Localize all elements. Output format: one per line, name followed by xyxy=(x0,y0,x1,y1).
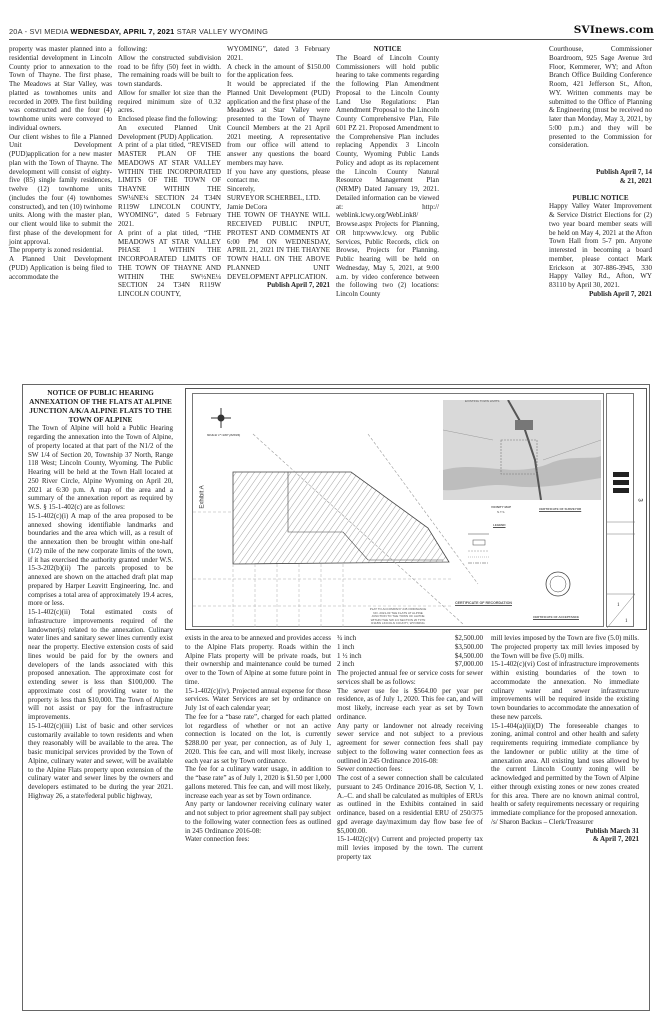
fee-row xyxy=(337,660,483,669)
legend-title: LEGEND xyxy=(493,523,506,527)
paragraph: Happy Valley Water Improvement & Service District Elections for (2) two year board member seats will be held on May 4, 2021 at the Afton Town Hall from 5-7 pm. Anyone interested in becoming a board member, please contact Mark Erickson at 307-886-3945, 330 Happy Valley Rd., Afton, WY 83110 by April 30, 2021. xyxy=(549,202,652,289)
compass-icon xyxy=(211,408,231,428)
paragraph: A print of a plat titled, “REVISED MASTER PLAN OF THE MEADOWS AT STAR VALLEY WITHIN THE INCORPORATED LIMITS OF THE TOWN OF THAYNE WITHIN THE SW¼NE¼ SECTION 24 T34N R119W LINCOLN COUNTY, WYOMING”, dated 5 February 2021. xyxy=(118,141,221,228)
exhibit-label: Exhibit A xyxy=(199,485,206,509)
plat-title-block xyxy=(606,393,634,627)
paragraph: A Planned Unit Development (PUD) Application is being filed to accommodate the xyxy=(9,255,112,281)
lincoln-publish-block xyxy=(549,168,652,299)
paragraph: 15-1-402(c)(v) Current and projected property tax mill levies imposed by the town. The current property tax xyxy=(337,835,483,861)
paragraph: 15-1-402(c)(vi) Cost of infrastructure improvements within existing boundaries of the town to accommodate the annexation. No immediate culinary water and sewer infrastructure improvements will be required inside the existing town boundaries to accommodate the annexation of these new parcels. xyxy=(491,660,639,721)
cert-surveyor-title: CERTIFICATE OF SURVEYOR xyxy=(539,507,582,511)
lincoln-notice-col1 xyxy=(336,45,439,299)
plat-map-exhibit xyxy=(185,388,647,630)
lincoln-notice-col2 xyxy=(549,45,652,150)
scale-label: SCALE 1"=100' (22X34) xyxy=(207,433,241,437)
paragraph: Any party or landowner not already receiving sewer service and not subject to a previous agreement for sewer connection fees shall pay subject to the following water connection fees as outlined in 245 Ordinance 2016-08: xyxy=(337,721,483,765)
paragraph: The Town of Alpine will hold a Public Hearing regarding the annexation into the Town of Alpine, of property located at that part of the N1/2 of the SW 1/4 of Section 20, Township 37 North, Range 118 West; Lincoln County, Wyoming. The Public Hearing will be held at the Town Hall located at 250 River Circle, Alpine Wyoming on April 20, 2021 at 6:30 p.m. A map of the area and a summary of the annexation report as required by W.S. § 15-1-402(c) are as follows: xyxy=(28,424,173,512)
fee-size: 2 inch xyxy=(337,660,355,669)
paragraph: The property is zoned residential. xyxy=(9,246,104,255)
publish-date: Publish March 31 xyxy=(585,826,639,835)
cert-acceptance-title: CERTIFICATE OF ACCEPTANCE xyxy=(533,615,579,619)
alpine-col1 xyxy=(28,388,173,801)
header-left xyxy=(9,27,268,36)
fee-row xyxy=(337,643,483,652)
paragraph: The projected annual fee or service costs for sewer services shall be as follows: xyxy=(337,669,483,686)
paragraph: A check in the amount of $150.00 for the application fees. xyxy=(227,62,330,80)
vicinity-map-svg xyxy=(443,400,601,500)
vicinity-map-nts: N.T.S. xyxy=(497,510,506,514)
paragraph: Any party or landowner receiving culinary water and not subject to prior agreement shall pay subject to the following water connection fees as outlined in 245 Ordinance 2016-08: xyxy=(185,800,331,835)
pud-letter-col1 xyxy=(9,45,112,281)
paragraph: Allow for smaller lot size than the required minimum size of 0.32 acres. xyxy=(118,88,221,115)
plat-drawing xyxy=(192,393,604,627)
sheet-total: 1 xyxy=(625,619,628,624)
paragraph: /s/ Sharon Backus – Clerk/Treasurer xyxy=(491,817,594,826)
paragraph: following: xyxy=(118,45,148,53)
fee-amount: $4,500.00 xyxy=(454,651,483,660)
paragraph: Courthouse, Commissioner Boardroom, 925 Sage Avenue 3rd Floor, Kemmerer, WY; and Afton Branch Office Building Conference Room, 421 Jefferson St., Afton, WY. Written comments may be submitted to the Office of Planning & Engineering (must be received no later than Monday, May 3, 2021, by 5:00 p.m.) and they will be presented to the Commission for consideration. xyxy=(549,45,652,150)
paragraph: If you have any questions, please contact me. xyxy=(227,167,330,185)
paragraph: The fee for a “base rate”, charged for each platted lot regardless of whether or not an active connection is located on the lot, is currently $288.00 per year, per connection, as of July 1, 2020. This fee can, and will most likely, increase each year as set by Town ordinance. xyxy=(185,712,331,765)
paragraph: THE TOWN OF THAYNE WILL RECEIVED PUBLIC INPUT, PROTEST AND COMMENTS AT 6:00 PM ON WEDNESDAY, APRIL 21, 2021 IN THE THAYNE TOWN HALL ON THE ABOVE PLANNED UNIT DEVELOPMENT APPLICATION. xyxy=(227,211,330,281)
fee-size: ¾ inch xyxy=(337,634,357,642)
issue-date: WEDNESDAY, APRIL 7, 2021 xyxy=(70,27,175,36)
fee-amount: $2,500.00 xyxy=(454,634,483,642)
fee-row xyxy=(337,634,483,643)
paragraph: The cost of a sewer connection shall be calculated pursuant to 245 Ordinance 2016-08, Section V, 1. A.–C. and shall be calculated as multiples of ERUs as outlined in the Exhibits contained in said ordinance, based on a residential ERU of 250/375 gpd average day/maximum day flow base fee of $5,000.00. xyxy=(337,774,483,835)
fee-row xyxy=(337,652,483,661)
paragraph: Jamie DeCora xyxy=(227,202,268,211)
vicinity-map-title: VICINITY MAP xyxy=(491,505,512,509)
paragraph: 15-1-402(c)(iv). Projected annual expense for those services. Water Services are set by ordinance on July 1st of each calendar year; xyxy=(185,686,331,712)
vicinity-map xyxy=(443,400,601,500)
notice-title: NOTICE xyxy=(373,45,402,53)
page-label: 20A - SVI MEDIA xyxy=(9,27,69,36)
publish-date: & 21, 2021 xyxy=(619,176,652,185)
paragraph: 15-1-402(c)(ii) Total estimated costs of infrastructure improvements required of the landowner(s) related to the annexation. Culinary water lines and sanitary sewer lines currently exist near the property. Elective extension costs of said lines would be paid for by the owners and developers of the lands associated with this proposed annexation. The approximate cost for extending sewer is less than $100,000. The approximate cost of providing water to the property is less than $10,000. The Town of Alpine will not assist or pay for the infrastructure improvements. xyxy=(28,608,173,722)
spacer xyxy=(549,186,652,194)
alpine-col3 xyxy=(337,634,483,862)
paragraph: An executed Planned Unit Development (PUD) Application. xyxy=(118,123,221,141)
fee-size: 1 ½ inch xyxy=(337,651,362,660)
plat-caption: PLAT TO ACCOMPANY 245 ORDINANCE NO. 2021-03 THE FLATS AT ALPINE JUNCTION TO THE TOWN OF ALPINE WITHIN THE SW 1/4 SECTION 20 T37N R118W LINCOLN COUNTY, WYOMING xyxy=(369,607,427,625)
paragraph: Water connection fees: xyxy=(185,835,250,844)
notice-title: PUBLIC NOTICE xyxy=(572,193,629,202)
paragraph: The sewer use fee is $564.00 per year per residence, as of July 1, 2020. This fee can, and will most likely, increase each year as set by Town ordinance. xyxy=(337,686,483,721)
paragraph: 15-1-404(a)(ii)(D) The foreseeable changes to zoning, animal control and other health and safety requirements requiring immediate compliance by the landowner or public utility at the time of annexation area. All existing land uses allowed by the current Lincoln County zoning will be acknowledged and permitted by the Town of Alpine either through existing zones or new zones created for this area. There are no known animal control, health or safety requirements necessary or requiring immediate compliance for the proposed annexation. xyxy=(491,721,639,817)
paragraph: Sewer connection fees: xyxy=(337,765,403,774)
cert-recordation-title: CERTIFICATE OF RECORDATION xyxy=(455,601,512,605)
fee-size: 1 inch xyxy=(337,642,355,651)
site-link[interactable]: SVInews.com xyxy=(573,24,654,36)
paragraph: Allow the constructed subdivision road to be fifty (50) feet in width. The remaining roads will be built to town standards. xyxy=(118,53,221,88)
paragraph: mill levies imposed by the Town are five (5.0) mills. The projected property tax mill levies imposed by the Town will be five (5.0) mills. xyxy=(491,634,639,660)
paragraph: exists in the area to be annexed and provides access to the Alpine Flats property. Roads within the Alpine Flats property will be private roads, but their ownership and maintenance could be turned over to the Town of Alpine at some future point in time. xyxy=(185,634,331,686)
fee-amount: $3,500.00 xyxy=(454,642,483,651)
paragraph: The fee for a culinary water usage, in addition to the “base rate” as of July 1, 2020 is $1.50 per 1,000 gallons metered. This fee can, and will most likely, increase each year as set by Town ordinance. xyxy=(185,765,331,800)
pud-letter-col2 xyxy=(118,45,221,299)
paragraph: SURVEYOR SCHERBEL, LTD. xyxy=(227,193,321,202)
publish-date: Publish April 7, 2021 xyxy=(588,289,652,298)
notice-title: NOTICE OF PUBLIC HEARING ANNEXATION OF THE FLATS AT ALPINE JUNCTION A/K/A ALPINE FLATS TO THE TOWN OF ALPINE xyxy=(29,388,172,425)
pud-letter-col3 xyxy=(227,45,330,290)
paragraph: It would be appreciated if the Planned Unit Development (PUD) application and the first phase of the Meadows at Star Valley were presented to the Town of Thayne Council Members at the 21 April 2021 meeting. A representative from our office will attend to answer any questions the board members may have. xyxy=(227,80,330,167)
paragraph: WYOMING”, dated 3 February 2021. xyxy=(227,45,330,62)
page-header xyxy=(9,24,654,40)
sheet-number: 1 xyxy=(617,603,620,608)
paragraph: The Board of Lincoln County Commissioners will hold public hearing to take comments regarding the following Plan Amendment Proposal to the Lincoln County Land Use Regulations: Plan Amendment Proposal to the Lincoln County Comprehensive Plan, File 601 PZ 21. Proposed Amendment to the Comprehensive Plan includes replacing Appendix 3 Lincoln County, Wyoming Public Lands Policy and adopt as its replacement the Lincoln County Natural Resource Management Plan (NRMP) Dated January 19, 2021. Detailed information can be viewed at: http:// weblink.lcwy.org/WebLink8/ Browse.aspx Projects for Planning, OR http:www.lcwy. org Public Services, Public Records, click on Browse, Projects for Planning. Public hearing will be held on Wednesday, May 5, 2021, at 9:00 a.m. by video conference between the following two (2) locations: Lincoln County xyxy=(336,53,439,298)
paragraph: property was master planned into a residential development in Lincoln County prior to annexation to the Town of Thayne. The first phase, The Meadows at Star Valley, was platted as townhomes units and recorded in 2009. The first building was constructed and the four (4) townhome units were conveyed to individual owners. xyxy=(9,45,112,132)
paragraph: Our client wishes to file a Planned Unit Development (PUD)application for a new master plan with the Town of Thayne. The development will consist of eighty-five (85) single family residences, twelve (12) townhome units (includes the four (4) townhomes constructed), and ten (10) twinhome units. Along with the master plan, our client would like to submit the first phase of the development for joint approval. xyxy=(9,132,112,246)
paragraph: Sincerely, xyxy=(227,185,255,193)
existing-limits-label: EXISTING TOWN LIMITS xyxy=(465,399,500,403)
publish-date: Publish April 7, 2021 xyxy=(266,281,330,290)
edge-number: 3 xyxy=(636,498,643,502)
publish-date: Publish April 7, 14 xyxy=(596,168,652,176)
paragraph: A print of a plat titled, “THE MEADOWS AT STAR VALLEY PHASE 1 WITHIN THE INCORPOARATED LIMITS OF THE TOWN OF THAYNE AND WITHIN THE SW½NE¼ SECTION 24 T34N R119W LINCOLN COUNTY, xyxy=(118,228,221,298)
alpine-col2 xyxy=(185,634,331,844)
paragraph: Enclosed please find the following: xyxy=(118,115,218,123)
engineering-logo-icon xyxy=(607,394,635,628)
publish-date: & April 7, 2021 xyxy=(592,835,639,844)
paragraph: 15-1-402(c)(i) A map of the area proposed to be annexed showing identifiable landmarks and boundaries and the area which will, as a result of the annexation then be brought within one-half (1/2) mile of the new corporate limits of the town, if it has exercised the authority granted under W.S. 15-3-202(b)(ii) The parcels proposed to be annexed are shown on the attached draft plat map prepared by Harper Leavitt Engineering, Inc. and comprises a total area of approximately 19.4 acres, more or less. xyxy=(28,511,173,608)
section-label: STAR VALLEY WYOMING xyxy=(176,27,269,36)
paragraph: 15-1-402(c)(iii) List of basic and other services customarily available to town residents and when they reasonably will be available to the area. The basic municipal services provided by the Town of Alpine, culinary water and sewer, will be available to the Alpine Flats property upon extension of the culinary water and sewer lines by the owners and developers estimated to be during the year 2021. Highway 26, a state/federal public highway, xyxy=(28,721,173,800)
fee-amount: $7,000.00 xyxy=(454,660,483,669)
alpine-col4 xyxy=(491,634,639,844)
